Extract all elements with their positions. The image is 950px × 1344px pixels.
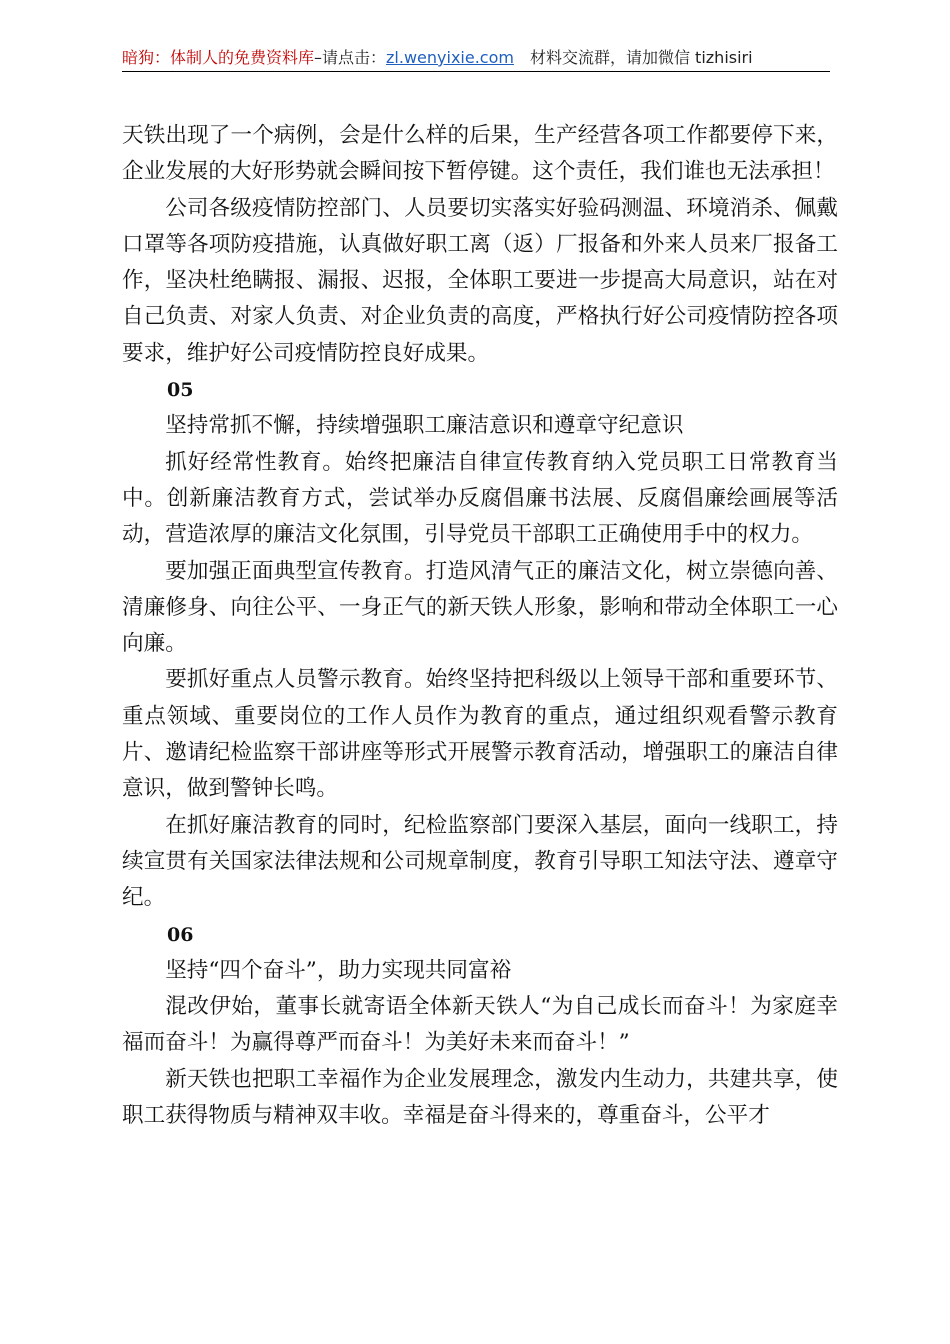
paragraph-8: 新天铁也把职工幸福作为企业发展理念，激发内生动力，共建共享，使职工获得物质与精神双丰收。幸福是奋斗得来的，尊重奋斗，公平才 [122,1066,838,1129]
section-05-number: 05 [167,379,194,402]
header-prompt: –请点击： [314,48,387,67]
header-divider [122,71,830,72]
paragraph-1: 天铁出现了一个病例，会是什么样的后果，生产经营各项工作都要停下来，企业发展的大好形势就会瞬间按下暂停键。这个责任，我们谁也无法承担！ [122,123,838,185]
paragraph-7: 混改伊始，董事长就寄语全体新天铁人“为自己成长而奋斗！为家庭幸福而奋斗！为赢得尊严而奋斗！为美好未来而奋斗！” [122,994,838,1056]
paragraph-5: 要抓好重点人员警示教育。始终坚持把科级以上领导干部和重要环节、重点领域、重要岗位的工作人员作为教育的重点，通过组织观看警示教育片、邀请纪检监察干部讲座等形式开展警示教育活动，增强职工的廉洁自律意识，做到警钟长鸣。 [122,667,838,802]
header-link[interactable]: zl.wenyixie.com [386,48,514,67]
document-body [122,118,838,1134]
header-brand: 暗狗：体制人的免费资料库 [122,48,315,67]
paragraph-3: 抓好经常性教育。始终把廉洁自律宣传教育纳入党员职工日常教育当中。创新廉洁教育方式，尝试举办反腐倡廉书法展、反腐倡廉绘画展等活动，营造浓厚的廉洁文化氛围，引导党员干部职工正确使用手中的权力。 [122,449,838,548]
paragraph-2: 公司各级疫情防控部门、人员要切实落实好验码测温、环境消杀、佩戴口罩等各项防疫措施，认真做好职工离（返）厂报备和外来人员来厂报备工作，坚决杜绝瞒报、漏报、迟报，全体职工要进一步提高大局意识，站在对自己负责、对家人负责、对企业负责的高度，严格执行好公司疫情防控各项要求，维护好公司疫情防控良好成果。 [122,195,838,366]
section-06-number: 06 [167,923,194,946]
paragraph-6: 在抓好廉洁教育的同时，纪检监察部门要深入基层，面向一线职工，持续宣贯有关国家法律法规和公司规章制度，教育引导职工知法守法、遵章守纪。 [122,812,838,911]
section-06-title: 坚持“四个奋斗”，助力实现共同富裕 [165,957,512,983]
page-header [122,46,830,70]
section-05-title: 坚持常抓不懈，持续增强职工廉洁意识和遵章守纪意识 [165,413,684,439]
paragraph-4: 要加强正面典型宣传教育。打造风清气正的廉洁文化，树立崇德向善、清廉修身、向往公平、一身正气的新天铁人形象，影响和带动全体职工一心向廉。 [122,558,838,657]
header-note: 材料交流群，请加微信 tizhisiri [529,48,753,67]
